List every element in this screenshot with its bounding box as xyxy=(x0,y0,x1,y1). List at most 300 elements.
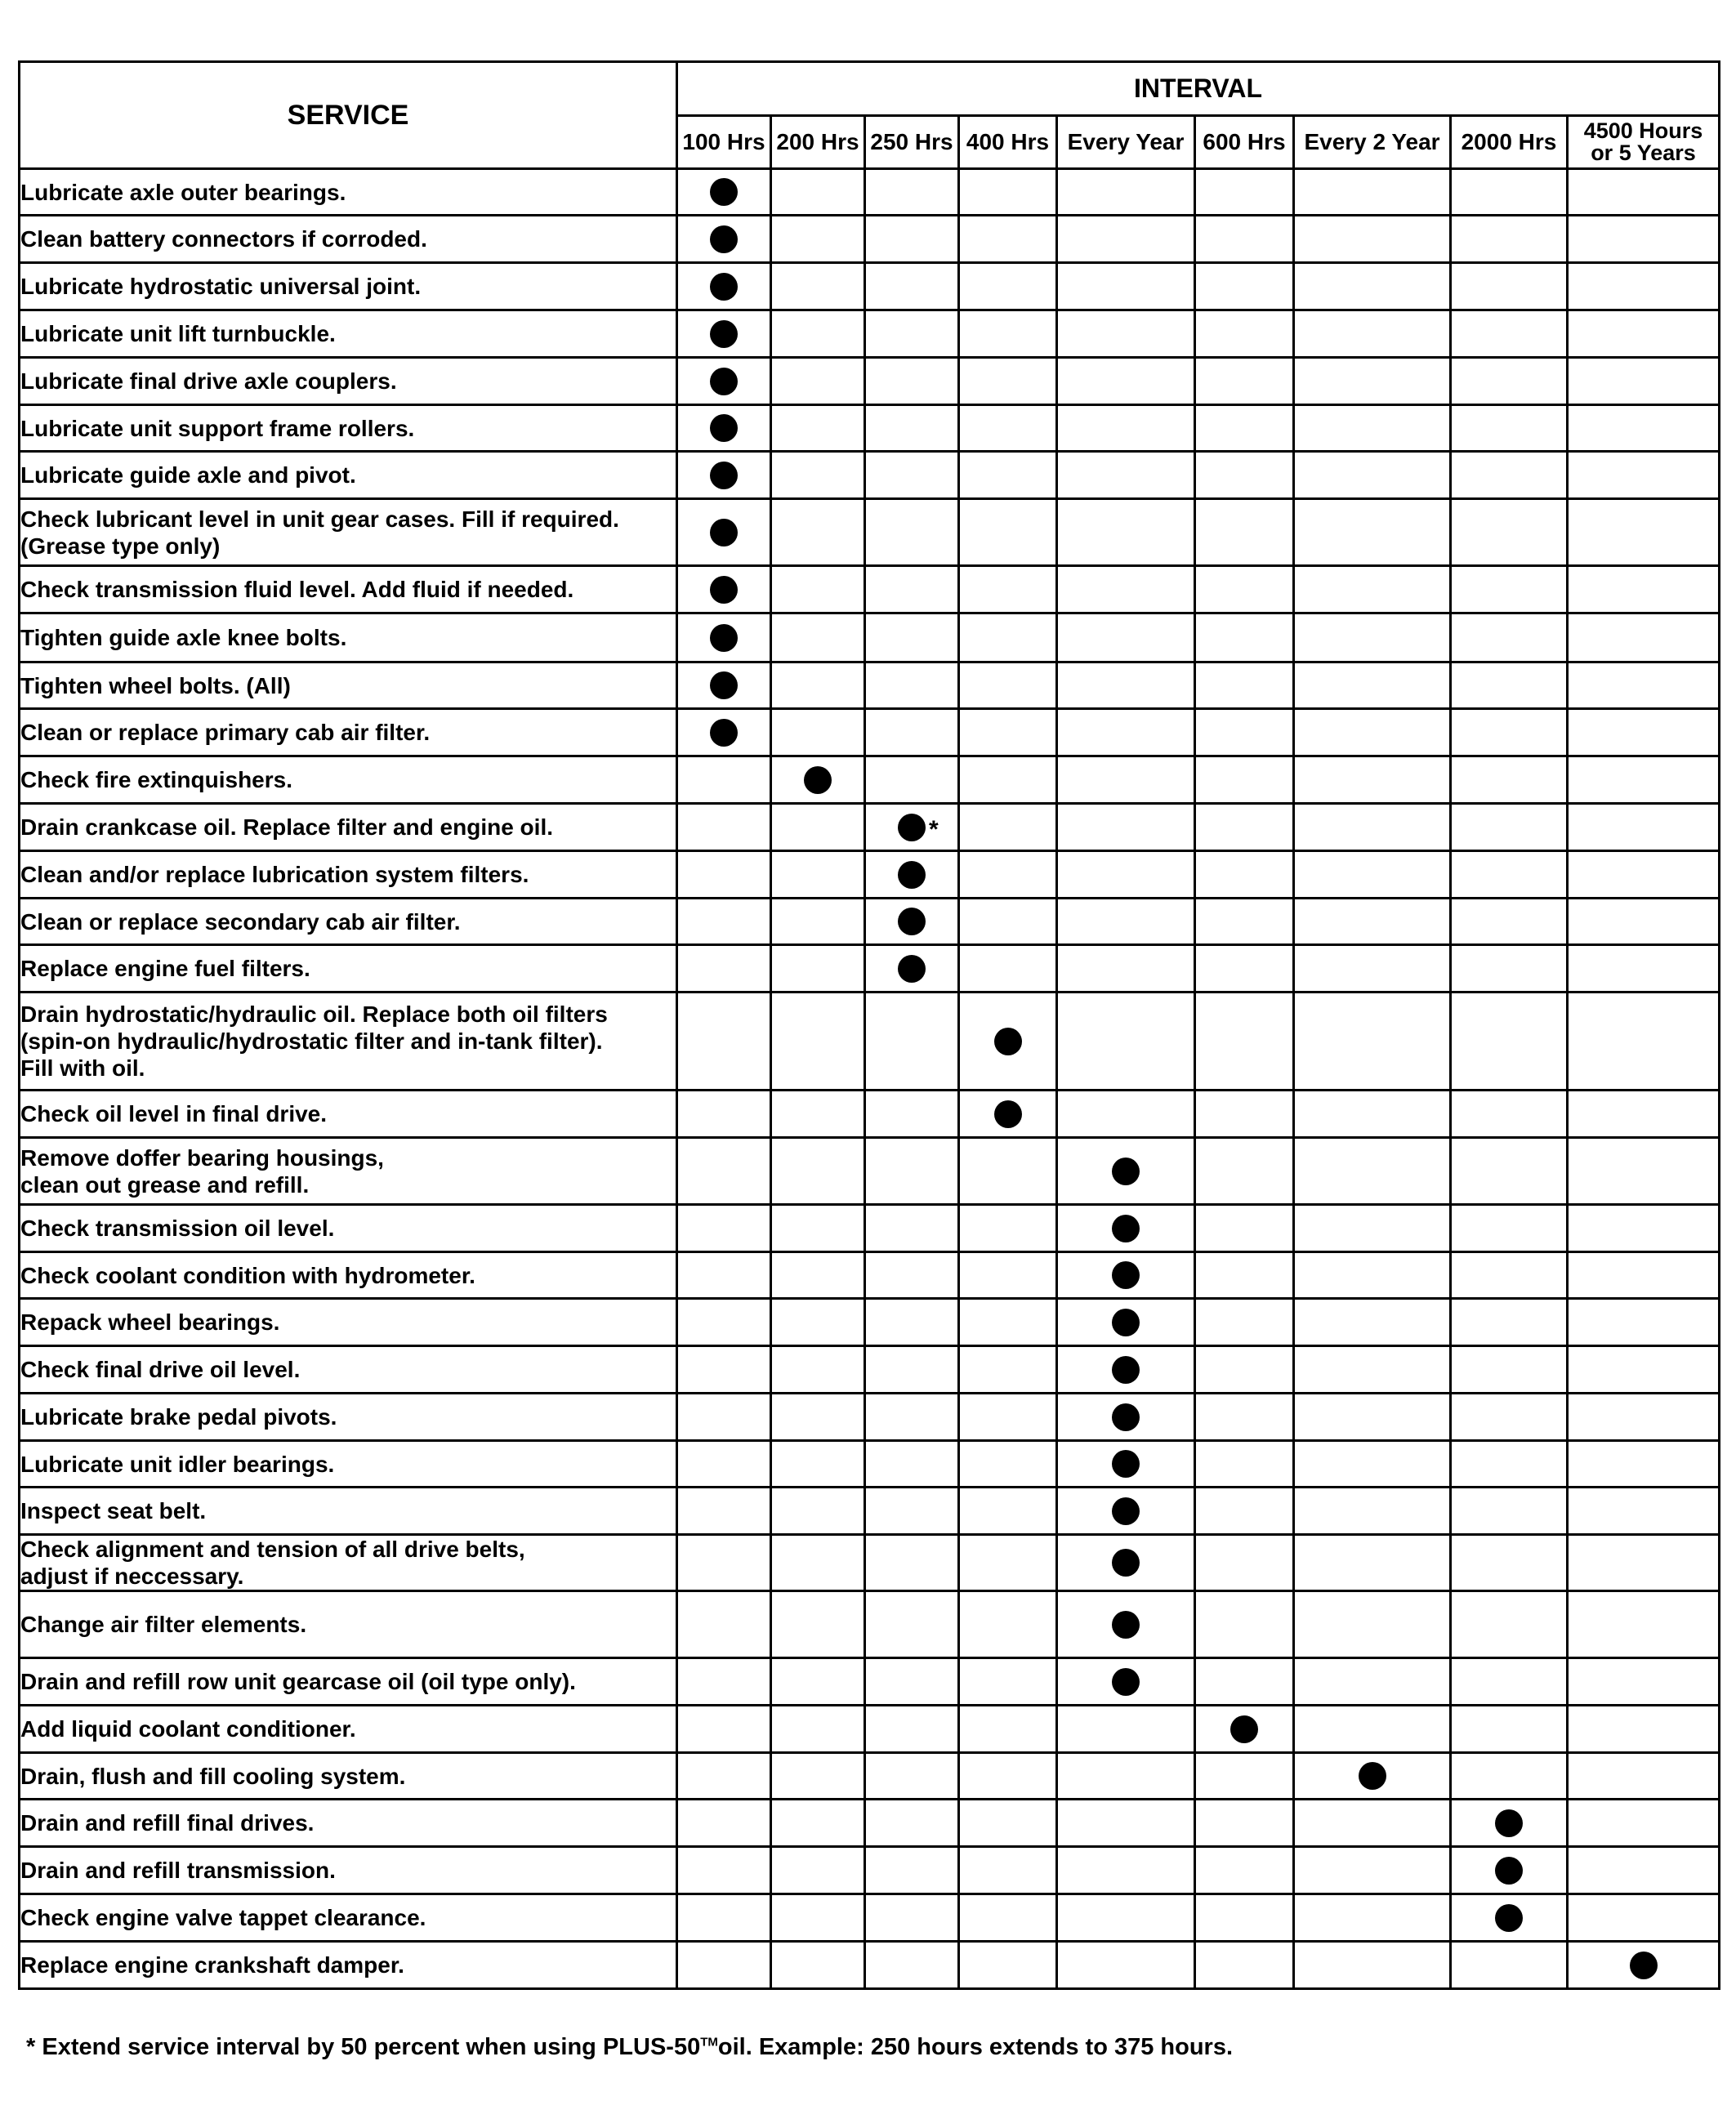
interval-cell xyxy=(677,1488,771,1535)
interval-cell xyxy=(865,1488,959,1535)
interval-cell xyxy=(771,662,865,709)
table-row xyxy=(20,1138,1720,1205)
interval-cell xyxy=(1568,566,1720,613)
interval-cell xyxy=(1057,662,1195,709)
interval-cell xyxy=(1451,566,1568,613)
interval-cell xyxy=(1294,1091,1451,1138)
service-description: Lubricate brake pedal pivots. xyxy=(20,1394,677,1441)
table-row xyxy=(20,452,1720,499)
interval-cell xyxy=(1568,1847,1720,1894)
interval-cell xyxy=(959,1346,1057,1394)
interval-cell xyxy=(771,169,865,216)
interval-cell xyxy=(771,804,865,851)
interval-cell xyxy=(1294,1706,1451,1753)
interval-cell xyxy=(1451,709,1568,756)
interval-cell xyxy=(1195,1942,1294,1989)
interval-cell xyxy=(1451,1091,1568,1138)
table-row xyxy=(20,1346,1720,1394)
service-description: Drain and refill final drives. xyxy=(20,1800,677,1847)
interval-cell xyxy=(959,310,1057,358)
service-dot-icon xyxy=(994,1100,1022,1128)
interval-cell xyxy=(1057,1441,1195,1488)
interval-cell xyxy=(771,1394,865,1441)
interval-cell xyxy=(1195,1753,1294,1800)
footnote-text-post: oil. Example: 250 hours extends to 375 hours. xyxy=(717,2034,1234,2060)
interval-cell xyxy=(959,1205,1057,1252)
interval-cell xyxy=(1195,1800,1294,1847)
interval-cell xyxy=(771,1091,865,1138)
interval-cell xyxy=(1057,1535,1195,1591)
interval-cell xyxy=(1568,1205,1720,1252)
interval-cell xyxy=(1451,804,1568,851)
interval-cell xyxy=(959,613,1057,662)
interval-cell xyxy=(1294,1205,1451,1252)
interval-cell xyxy=(1294,1252,1451,1299)
interval-cell xyxy=(1195,1252,1294,1299)
interval-cell xyxy=(677,216,771,263)
interval-cell xyxy=(1195,851,1294,899)
interval-cell xyxy=(865,566,959,613)
interval-cell xyxy=(771,756,865,804)
interval-cell xyxy=(1568,216,1720,263)
interval-cell xyxy=(1451,499,1568,566)
interval-column-4: Every Year xyxy=(1057,115,1195,169)
table-row xyxy=(20,1706,1720,1753)
service-description: Add liquid coolant conditioner. xyxy=(20,1706,677,1753)
interval-cell xyxy=(1451,405,1568,452)
interval-cell xyxy=(677,613,771,662)
service-description: Lubricate guide axle and pivot. xyxy=(20,452,677,499)
table-row xyxy=(20,613,1720,662)
interval-cell xyxy=(1294,1138,1451,1205)
service-description: Check lubricant level in unit gear cases. Fill if required. (Grease type only) xyxy=(20,499,677,566)
interval-cell xyxy=(1568,1800,1720,1847)
interval-cell xyxy=(1568,1894,1720,1942)
interval-cell xyxy=(1451,1394,1568,1441)
interval-cell xyxy=(959,1894,1057,1942)
interval-cell xyxy=(1057,899,1195,945)
service-description: Lubricate final drive axle couplers. xyxy=(20,358,677,405)
interval-cell xyxy=(1451,756,1568,804)
service-dot-icon xyxy=(710,178,738,206)
interval-cell xyxy=(1195,1488,1294,1535)
interval-cell xyxy=(865,1753,959,1800)
interval-cell xyxy=(865,263,959,310)
interval-cell xyxy=(677,1299,771,1346)
service-description: Check coolant condition with hydrometer. xyxy=(20,1252,677,1299)
interval-column-7: 2000 Hrs xyxy=(1451,115,1568,169)
interval-cell xyxy=(959,709,1057,756)
interval-cell xyxy=(1057,1894,1195,1942)
service-description: Clean or replace primary cab air filter. xyxy=(20,709,677,756)
interval-cell xyxy=(1451,216,1568,263)
interval-cell xyxy=(1568,1394,1720,1441)
interval-cell xyxy=(959,945,1057,993)
interval-cell xyxy=(771,1346,865,1394)
interval-cell xyxy=(1195,1658,1294,1706)
interval-cell xyxy=(677,662,771,709)
interval-cell xyxy=(1057,756,1195,804)
interval-cell xyxy=(959,1847,1057,1894)
interval-cell xyxy=(865,1942,959,1989)
interval-cell xyxy=(1294,1346,1451,1394)
interval-cell xyxy=(959,662,1057,709)
service-dot-icon xyxy=(804,766,832,794)
interval-cell xyxy=(1195,709,1294,756)
table-row xyxy=(20,1591,1720,1658)
table-row xyxy=(20,851,1720,899)
interval-cell xyxy=(959,216,1057,263)
interval-cell xyxy=(865,1346,959,1394)
interval-cell xyxy=(1057,1942,1195,1989)
interval-cell xyxy=(1195,452,1294,499)
interval-cell xyxy=(1195,1535,1294,1591)
interval-cell xyxy=(1568,1252,1720,1299)
interval-cell xyxy=(1451,1205,1568,1252)
interval-cell xyxy=(1568,899,1720,945)
interval-cell xyxy=(771,1591,865,1658)
interval-cell xyxy=(1294,1894,1451,1942)
interval-cell xyxy=(1568,993,1720,1091)
service-dot-icon xyxy=(1230,1715,1258,1743)
interval-cell xyxy=(771,452,865,499)
table-row xyxy=(20,1658,1720,1706)
table-row xyxy=(20,1205,1720,1252)
interval-cell xyxy=(865,1535,959,1591)
interval-cell xyxy=(1057,1591,1195,1658)
interval-cell xyxy=(865,1299,959,1346)
service-description: Remove doffer bearing housings, clean out grease and refill. xyxy=(20,1138,677,1205)
interval-cell xyxy=(865,851,959,899)
interval-cell xyxy=(1195,1441,1294,1488)
service-dot-icon xyxy=(710,225,738,253)
interval-cell xyxy=(771,263,865,310)
service-description: Replace engine crankshaft damper. xyxy=(20,1942,677,1989)
interval-column-6: Every 2 Year xyxy=(1294,115,1451,169)
interval-cell xyxy=(1294,1847,1451,1894)
table-row xyxy=(20,804,1720,851)
interval-cell xyxy=(1294,358,1451,405)
table-row xyxy=(20,993,1720,1091)
interval-cell xyxy=(959,499,1057,566)
interval-cell xyxy=(1294,945,1451,993)
interval-cell xyxy=(1294,1535,1451,1591)
interval-cell xyxy=(1195,613,1294,662)
interval-cell xyxy=(959,1091,1057,1138)
interval-cell xyxy=(1451,169,1568,216)
footnote xyxy=(26,2034,1233,2061)
interval-cell xyxy=(865,899,959,945)
interval-cell xyxy=(1195,804,1294,851)
service-dot-icon xyxy=(1112,1403,1140,1431)
interval-cell xyxy=(1294,1800,1451,1847)
interval-cell xyxy=(677,310,771,358)
interval-cell xyxy=(1568,169,1720,216)
interval-cell xyxy=(1057,1847,1195,1894)
interval-cell xyxy=(677,1894,771,1942)
interval-cell xyxy=(1057,993,1195,1091)
service-description: Check transmission fluid level. Add fluid if needed. xyxy=(20,566,677,613)
interval-cell xyxy=(771,945,865,993)
interval-cell xyxy=(1195,1394,1294,1441)
service-description: Inspect seat belt. xyxy=(20,1488,677,1535)
service-description: Drain hydrostatic/hydraulic oil. Replace both oil filters (spin-on hydraulic/hydrostatic filter and in-tank filter). Fill with oil. xyxy=(20,993,677,1091)
interval-cell xyxy=(1195,945,1294,993)
interval-cell xyxy=(1057,310,1195,358)
interval-cell xyxy=(1294,263,1451,310)
interval-cell xyxy=(1451,1252,1568,1299)
interval-cell xyxy=(1195,169,1294,216)
interval-cell xyxy=(1057,499,1195,566)
interval-cell xyxy=(771,613,865,662)
service-dot-icon xyxy=(1112,1549,1140,1577)
service-dot-icon xyxy=(898,814,926,841)
interval-cell xyxy=(1294,499,1451,566)
interval-cell xyxy=(1294,1299,1451,1346)
interval-cell xyxy=(1057,709,1195,756)
interval-cell xyxy=(771,1488,865,1535)
interval-cell xyxy=(865,993,959,1091)
table-row xyxy=(20,405,1720,452)
interval-cell xyxy=(677,1800,771,1847)
interval-cell xyxy=(1195,1205,1294,1252)
interval-cell xyxy=(1451,1658,1568,1706)
interval-cell xyxy=(1195,1138,1294,1205)
interval-cell xyxy=(865,945,959,993)
interval-cell xyxy=(1294,310,1451,358)
interval-cell xyxy=(677,1441,771,1488)
interval-cell xyxy=(1294,613,1451,662)
interval-cell xyxy=(959,1800,1057,1847)
interval-cell xyxy=(1568,662,1720,709)
service-dot-icon xyxy=(710,368,738,395)
interval-cell xyxy=(1294,899,1451,945)
interval-cell xyxy=(1195,993,1294,1091)
table-row xyxy=(20,709,1720,756)
interval-cell xyxy=(1451,1441,1568,1488)
interval-cell xyxy=(1294,1441,1451,1488)
table-row xyxy=(20,945,1720,993)
interval-cell xyxy=(1451,310,1568,358)
interval-column-1: 200 Hrs xyxy=(771,115,865,169)
interval-cell xyxy=(1451,1706,1568,1753)
interval-cell xyxy=(1294,1394,1451,1441)
service-dot-icon xyxy=(1112,1158,1140,1185)
table-row xyxy=(20,263,1720,310)
interval-cell xyxy=(677,1658,771,1706)
interval-cell xyxy=(1451,1800,1568,1847)
service-description: Lubricate unit lift turnbuckle. xyxy=(20,310,677,358)
interval-cell xyxy=(677,756,771,804)
interval-cell xyxy=(1057,358,1195,405)
interval-cell xyxy=(771,1894,865,1942)
interval-cell xyxy=(1057,1488,1195,1535)
interval-cell xyxy=(1195,1091,1294,1138)
table-row xyxy=(20,310,1720,358)
interval-cell xyxy=(1568,1706,1720,1753)
interval-cell xyxy=(771,1252,865,1299)
interval-cell xyxy=(1451,613,1568,662)
interval-cell xyxy=(1568,613,1720,662)
interval-cell xyxy=(1057,804,1195,851)
table-row xyxy=(20,1847,1720,1894)
service-description: Lubricate unit support frame rollers. xyxy=(20,405,677,452)
interval-cell xyxy=(959,358,1057,405)
interval-cell xyxy=(1195,405,1294,452)
asterisk-mark: * xyxy=(929,815,939,843)
interval-cell xyxy=(959,1942,1057,1989)
interval-cell xyxy=(1294,804,1451,851)
interval-cell xyxy=(677,1394,771,1441)
interval-cell xyxy=(1057,1346,1195,1394)
interval-cell xyxy=(959,899,1057,945)
interval-cell xyxy=(677,993,771,1091)
interval-cell xyxy=(959,1252,1057,1299)
interval-cell xyxy=(1568,945,1720,993)
interval-cell xyxy=(1195,1894,1294,1942)
table-row xyxy=(20,1894,1720,1942)
interval-cell xyxy=(1294,1753,1451,1800)
interval-cell xyxy=(677,709,771,756)
service-description: Check engine valve tappet clearance. xyxy=(20,1894,677,1942)
interval-cell xyxy=(771,899,865,945)
interval-cell xyxy=(1057,1394,1195,1441)
interval-cell xyxy=(1195,1706,1294,1753)
interval-cell xyxy=(1451,1488,1568,1535)
interval-cell xyxy=(865,499,959,566)
interval-cell xyxy=(677,405,771,452)
interval-cell xyxy=(677,899,771,945)
interval-cell xyxy=(1451,1299,1568,1346)
interval-cell xyxy=(771,1441,865,1488)
interval-cell xyxy=(865,1894,959,1942)
service-description: Check transmission oil level. xyxy=(20,1205,677,1252)
interval-cell xyxy=(959,1658,1057,1706)
interval-cell xyxy=(1568,709,1720,756)
service-description: Check oil level in final drive. xyxy=(20,1091,677,1138)
interval-cell xyxy=(865,1658,959,1706)
interval-cell xyxy=(1294,566,1451,613)
interval-cell xyxy=(1294,1658,1451,1706)
interval-cell xyxy=(677,1091,771,1138)
interval-cell xyxy=(1451,452,1568,499)
table-row xyxy=(20,216,1720,263)
interval-cell xyxy=(1451,1591,1568,1658)
interval-cell xyxy=(865,1205,959,1252)
interval-cell xyxy=(1451,993,1568,1091)
interval-cell xyxy=(865,1800,959,1847)
interval-cell xyxy=(1057,169,1195,216)
interval-cell xyxy=(677,1346,771,1394)
interval-cell xyxy=(677,804,771,851)
interval-cell xyxy=(1195,756,1294,804)
table-row xyxy=(20,1441,1720,1488)
interval-column-8: 4500 Hours or 5 Years xyxy=(1568,115,1720,169)
interval-cell xyxy=(1568,1346,1720,1394)
service-rows xyxy=(20,169,1720,1989)
table-row xyxy=(20,1252,1720,1299)
interval-cell xyxy=(771,499,865,566)
interval-cell xyxy=(1057,1138,1195,1205)
interval-cell xyxy=(1568,1091,1720,1138)
service-dot-icon xyxy=(1359,1762,1386,1790)
interval-cell xyxy=(1568,1753,1720,1800)
service-dot-icon xyxy=(1112,1356,1140,1384)
table-row xyxy=(20,169,1720,216)
interval-cell xyxy=(1568,851,1720,899)
interval-cell xyxy=(1568,1535,1720,1591)
service-description: Check fire extinquishers. xyxy=(20,756,677,804)
interval-cell xyxy=(1568,499,1720,566)
interval-cell xyxy=(1451,851,1568,899)
table-row xyxy=(20,1800,1720,1847)
interval-cell xyxy=(865,405,959,452)
service-description: Tighten guide axle knee bolts. xyxy=(20,613,677,662)
interval-cell xyxy=(1568,1138,1720,1205)
interval-cell xyxy=(1451,1847,1568,1894)
table-row xyxy=(20,566,1720,613)
interval-cell xyxy=(677,1847,771,1894)
interval-cell xyxy=(771,1942,865,1989)
interval-column-3: 400 Hrs xyxy=(959,115,1057,169)
interval-cell xyxy=(1057,263,1195,310)
interval-cell xyxy=(959,1488,1057,1535)
interval-cell xyxy=(771,1535,865,1591)
interval-cell xyxy=(959,1441,1057,1488)
interval-cell xyxy=(1195,310,1294,358)
interval-cell xyxy=(1057,945,1195,993)
interval-cell xyxy=(771,358,865,405)
interval-cell xyxy=(1195,358,1294,405)
interval-cell xyxy=(1568,452,1720,499)
table-row xyxy=(20,1535,1720,1591)
interval-cell xyxy=(1057,851,1195,899)
interval-cell xyxy=(1294,452,1451,499)
interval-cell xyxy=(959,566,1057,613)
service-dot-icon xyxy=(1495,1809,1523,1837)
interval-cell xyxy=(1057,1658,1195,1706)
interval-cell xyxy=(677,566,771,613)
interval-cell xyxy=(1294,993,1451,1091)
interval-cell xyxy=(771,993,865,1091)
interval-cell xyxy=(677,1138,771,1205)
interval-cell xyxy=(959,1394,1057,1441)
table-row xyxy=(20,499,1720,566)
interval-cell xyxy=(1451,263,1568,310)
interval-cell xyxy=(771,405,865,452)
service-description: Lubricate hydrostatic universal joint. xyxy=(20,263,677,310)
interval-cell xyxy=(959,1706,1057,1753)
service-description: Clean and/or replace lubrication system filters. xyxy=(20,851,677,899)
interval-cell xyxy=(1451,945,1568,993)
interval-cell xyxy=(1195,662,1294,709)
interval-cell xyxy=(865,216,959,263)
service-dot-icon xyxy=(710,414,738,442)
interval-cell xyxy=(865,1847,959,1894)
interval-cell xyxy=(959,756,1057,804)
service-dot-icon xyxy=(1112,1261,1140,1289)
service-description: Drain, flush and fill cooling system. xyxy=(20,1753,677,1800)
interval-cell xyxy=(959,405,1057,452)
interval-cell xyxy=(1451,1894,1568,1942)
service-description: Check final drive oil level. xyxy=(20,1346,677,1394)
interval-cell xyxy=(1294,709,1451,756)
interval-cell xyxy=(865,709,959,756)
table-row xyxy=(20,1942,1720,1989)
interval-cell xyxy=(771,1299,865,1346)
interval-cell xyxy=(1057,405,1195,452)
service-dot-icon xyxy=(710,671,738,699)
